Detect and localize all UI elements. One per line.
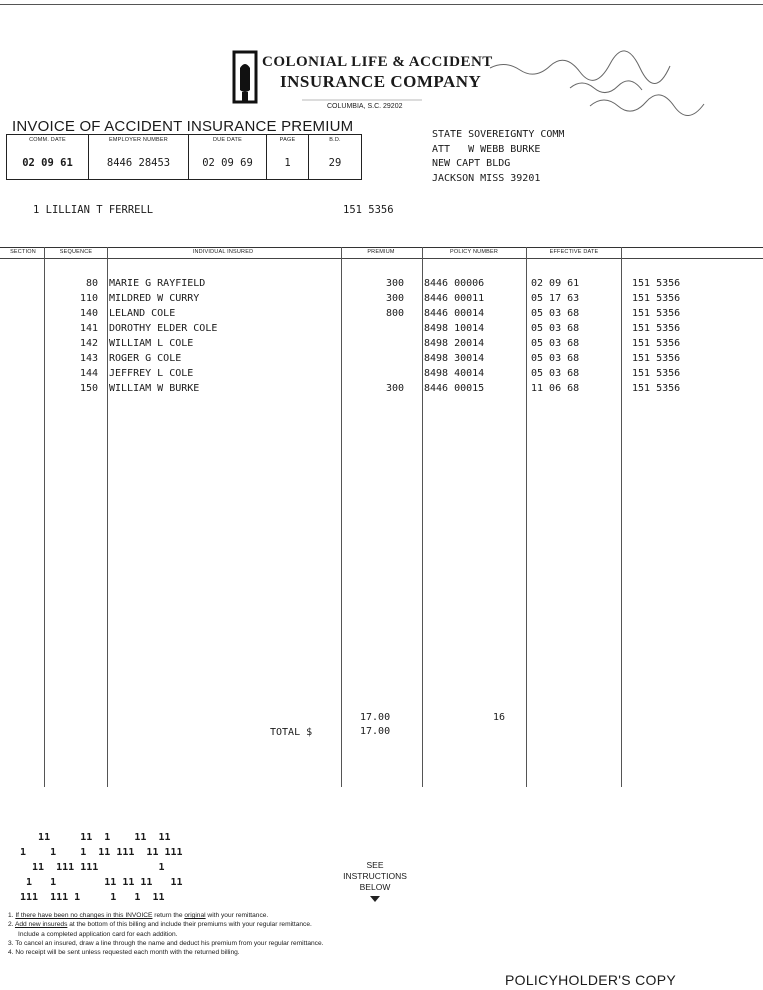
- row-policy-number: 8498 40014: [424, 368, 485, 379]
- row-policy-number: 8498 20014: [424, 338, 485, 349]
- company-city: COLUMBIA, S.C. 29202: [327, 103, 403, 110]
- header-section: SECTION: [10, 249, 36, 255]
- account-holder-policy: 151 5356: [343, 204, 394, 216]
- column-divider: [526, 247, 527, 787]
- total-label: TOTAL $: [270, 727, 313, 738]
- header-effective-date: EFFECTIVE DATE: [549, 249, 599, 255]
- row-policy-number: 8446 00015: [424, 383, 485, 394]
- instruction-2b: Include a completed application card for each addition.: [18, 930, 178, 938]
- due-date-value: 02 09 69: [202, 157, 253, 169]
- row-premium: 300: [385, 293, 404, 304]
- row-sequence: 80: [85, 278, 98, 289]
- instructions-list: [8, 911, 323, 957]
- row-sequence: 143: [79, 353, 98, 364]
- comm-date-label: COMM. DATE: [29, 137, 66, 143]
- handwritten-note: [480, 50, 710, 120]
- column-divider: [621, 247, 622, 787]
- row-insured-name: MARIE G RAYFIELD: [109, 278, 206, 289]
- row-policy-number: 8446 00014: [424, 308, 485, 319]
- subtotal-premium: 17.00: [360, 712, 391, 723]
- row-insured-name: WILLIAM L COLE: [109, 338, 194, 349]
- account-holder-name: 1 LILLIAN T FERRELL: [33, 204, 154, 216]
- row-effective-date: 02 09 61: [531, 278, 580, 289]
- top-scan-rule: [0, 4, 763, 5]
- page-label: PAGE: [279, 137, 296, 143]
- header-premium: PREMIUM: [367, 249, 395, 255]
- row-insured-name: DOROTHY ELDER COLE: [109, 323, 218, 334]
- tally-line: 111 111 1 1 1 11: [20, 892, 165, 903]
- comm-date-value: 02 09 61: [22, 157, 73, 169]
- tally-line: 11 11 1 11 11: [20, 832, 171, 843]
- employer-number-label: EMPLOYER NUMBER: [109, 137, 168, 143]
- header-sequence: SEQUENCE: [59, 249, 93, 255]
- column-divider: [341, 247, 342, 787]
- row-sequence: 142: [79, 338, 98, 349]
- address-line1: STATE SOVEREIGNTY COMM: [432, 129, 565, 140]
- column-divider: [44, 247, 45, 787]
- row-insured-name: LELAND COLE: [109, 308, 176, 319]
- row-premium: 300: [385, 278, 404, 289]
- row-reference: 151 5356: [632, 368, 681, 379]
- see-instructions-line1: SEE: [366, 860, 384, 870]
- company-name-line1: COLONIAL LIFE & ACCIDENT: [262, 54, 493, 70]
- header-individual-insured: INDIVIDUAL INSURED: [192, 249, 254, 255]
- employer-number-cell: [89, 135, 189, 179]
- row-premium: 800: [385, 308, 404, 319]
- due-date-label: DUE DATE: [212, 137, 242, 143]
- row-insured-name: JEFFREY L COLE: [109, 368, 194, 379]
- address-line3: NEW CAPT BLDG: [432, 158, 511, 169]
- bd-value: 29: [328, 157, 342, 169]
- instruction-4: 4. No receipt will be sent unless requested each month with the returned billing.: [8, 949, 240, 957]
- row-effective-date: 05 03 68: [531, 368, 580, 379]
- mailing-address: [432, 128, 564, 186]
- row-reference: 151 5356: [632, 308, 681, 319]
- row-premium: 300: [385, 383, 404, 394]
- address-line2: ATT W WEBB BURKE: [432, 143, 541, 155]
- invoice-header-box: [6, 134, 362, 180]
- table-header-rule: [0, 258, 763, 259]
- tally-line: 11 111 111 1: [20, 862, 165, 873]
- due-date-cell: [189, 135, 267, 179]
- row-insured-name: WILLIAM W BURKE: [109, 383, 200, 394]
- row-effective-date: 11 06 68: [531, 383, 580, 394]
- row-effective-date: 05 03 68: [531, 323, 580, 334]
- page-value: 1: [284, 157, 291, 169]
- row-sequence: 144: [79, 368, 98, 379]
- arrow-down-icon: [370, 896, 380, 902]
- policy-count: 16: [493, 712, 506, 723]
- row-insured-name: ROGER G COLE: [109, 353, 182, 364]
- page-cell: [267, 135, 309, 179]
- row-reference: 151 5356: [632, 323, 681, 334]
- table-top-rule: [0, 247, 763, 248]
- bd-label: B.D.: [329, 137, 341, 143]
- instruction-1: 1. If there have been no changes in this INVOICE return the original with your remittance.: [8, 912, 269, 919]
- column-divider: [422, 247, 423, 787]
- row-insured-name: MILDRED W CURRY: [109, 293, 200, 304]
- tally-line: 1 1 1 11 111 11 111: [20, 847, 183, 858]
- row-sequence: 150: [79, 383, 98, 394]
- instruction-2: 2. Add new insureds at the bottom of this billing and include their premiums with your regular remittance.: [8, 921, 312, 929]
- invoice-title: INVOICE OF ACCIDENT INSURANCE PREMIUM: [12, 118, 354, 135]
- instruction-3: 3. To cancel an insured, draw a line through the name and deduct his premium from your regular remittance.: [8, 939, 324, 947]
- row-reference: 151 5356: [632, 278, 681, 289]
- bd-cell: [309, 135, 361, 179]
- row-effective-date: 05 03 68: [531, 338, 580, 349]
- row-effective-date: 05 03 68: [531, 353, 580, 364]
- see-instructions-line2: INSTRUCTIONS: [343, 871, 407, 881]
- row-sequence: 110: [79, 293, 98, 304]
- company-name-line2: INSURANCE COMPANY: [280, 72, 482, 91]
- total-premium: 17.00: [360, 726, 391, 737]
- row-reference: 151 5356: [632, 338, 681, 349]
- row-policy-number: 8498 30014: [424, 353, 485, 364]
- policyholder-copy-label: POLICYHOLDER'S COPY: [505, 972, 676, 988]
- row-reference: 151 5356: [632, 293, 681, 304]
- row-effective-date: 05 17 63: [531, 293, 580, 304]
- column-divider: [107, 247, 108, 787]
- row-effective-date: 05 03 68: [531, 308, 580, 319]
- row-reference: 151 5356: [632, 383, 681, 394]
- row-policy-number: 8446 00006: [424, 278, 485, 289]
- tally-line: 1 1 11 11 11 11: [20, 877, 183, 888]
- comm-date-cell: [7, 135, 89, 179]
- row-sequence: 140: [79, 308, 98, 319]
- row-reference: 151 5356: [632, 353, 681, 364]
- see-instructions-note: [330, 860, 420, 893]
- row-policy-number: 8498 10014: [424, 323, 485, 334]
- row-sequence: 141: [79, 323, 98, 334]
- address-line4: JACKSON MISS 39201: [432, 172, 541, 184]
- header-policy-number: POLICY NUMBER: [449, 249, 499, 255]
- row-policy-number: 8446 00011: [424, 293, 485, 304]
- see-instructions-line3: BELOW: [359, 882, 391, 892]
- employer-number-value: 8446 28453: [106, 157, 171, 169]
